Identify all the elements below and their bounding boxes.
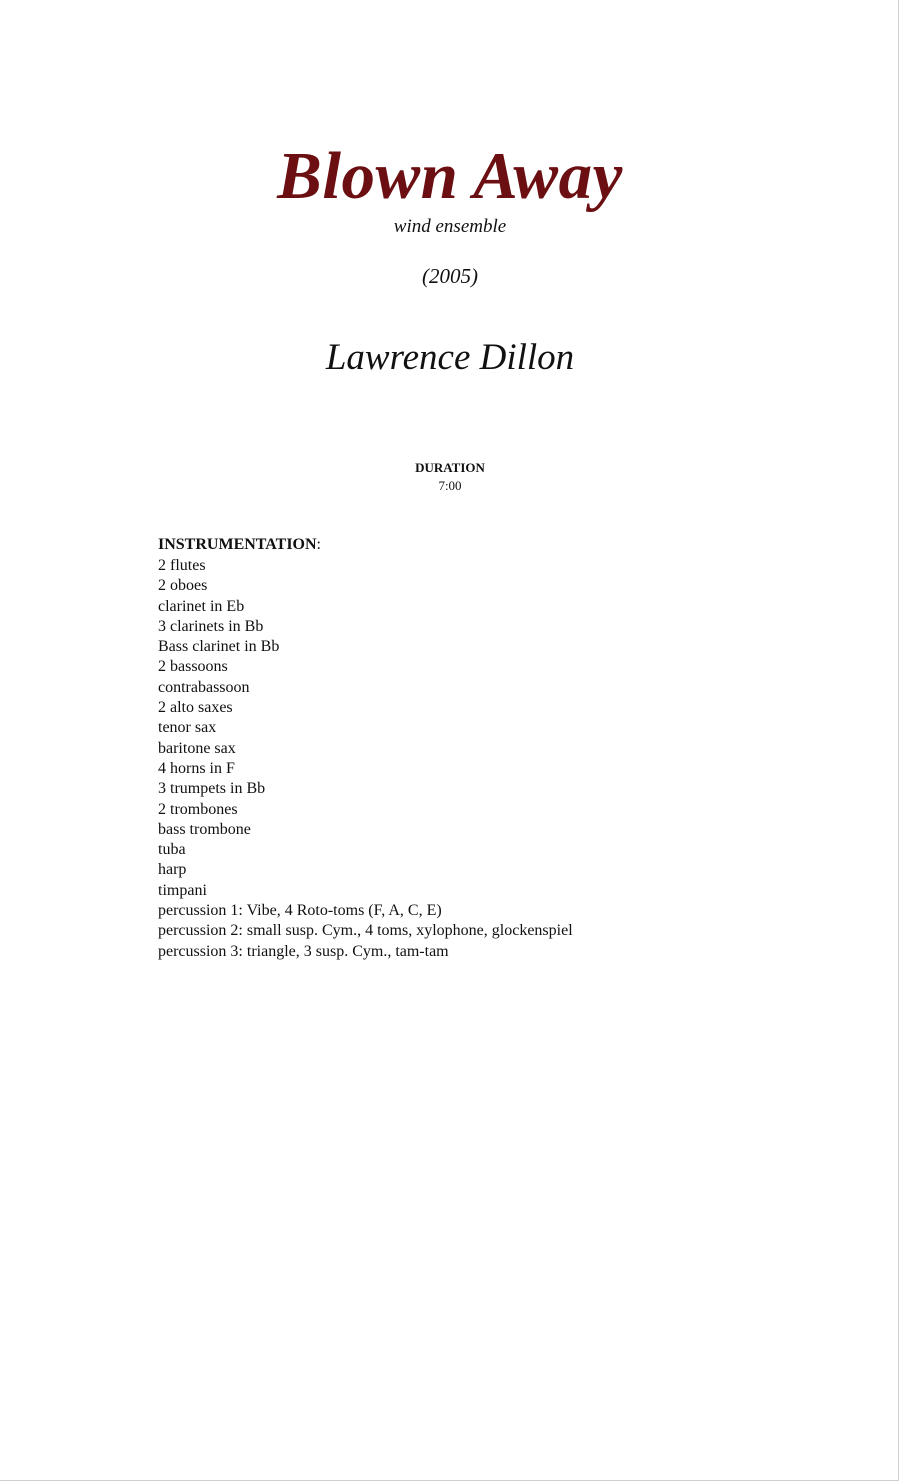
instrument-item: 2 bassoons xyxy=(158,658,228,676)
instrument-item: tenor sax xyxy=(158,719,217,737)
instrument-item: tuba xyxy=(158,841,186,859)
duration-label: DURATION xyxy=(415,460,485,475)
instrument-item: 3 clarinets in Bb xyxy=(158,617,264,635)
instrument-item: 4 horns in F xyxy=(158,759,235,777)
instrument-item: harp xyxy=(158,861,187,879)
instrument-item: percussion 2: small susp. Cym., 4 toms, xylophone, glockenspiel xyxy=(158,922,573,940)
instrumentation-heading xyxy=(158,535,321,555)
instrument-item: Bass clarinet in Bb xyxy=(158,638,280,656)
instrumentation-colon: : xyxy=(316,536,321,553)
instrumentation-label: INSTRUMENTATION xyxy=(158,536,317,553)
instrument-item: 2 alto saxes xyxy=(158,699,233,717)
instrument-item: bass trombone xyxy=(158,820,251,838)
composition-year: (2005) xyxy=(422,264,478,288)
instrument-item: timpani xyxy=(158,881,207,899)
instrument-item: baritone sax xyxy=(158,739,236,757)
instrument-item: percussion 3: triangle, 3 susp. Cym., tam-tam xyxy=(158,942,449,960)
instrument-item: clarinet in Eb xyxy=(158,597,245,615)
instrument-item: percussion 1: Vibe, 4 Roto-toms (F, A, C, E) xyxy=(158,902,442,920)
instrument-item: 2 flutes xyxy=(158,557,206,574)
instrument-item: 2 oboes xyxy=(158,577,208,595)
instrumentation-list xyxy=(158,556,573,962)
instrument-item: 2 trombones xyxy=(158,800,238,818)
duration-value: 7:00 xyxy=(438,478,462,493)
composer-name: Lawrence Dillon xyxy=(325,337,575,378)
instrument-item: 3 trumpets in Bb xyxy=(158,780,266,798)
instrument-item: contrabassoon xyxy=(158,678,250,696)
document-title: Blown Away xyxy=(277,139,623,213)
document-subtitle: wind ensemble xyxy=(393,216,507,237)
